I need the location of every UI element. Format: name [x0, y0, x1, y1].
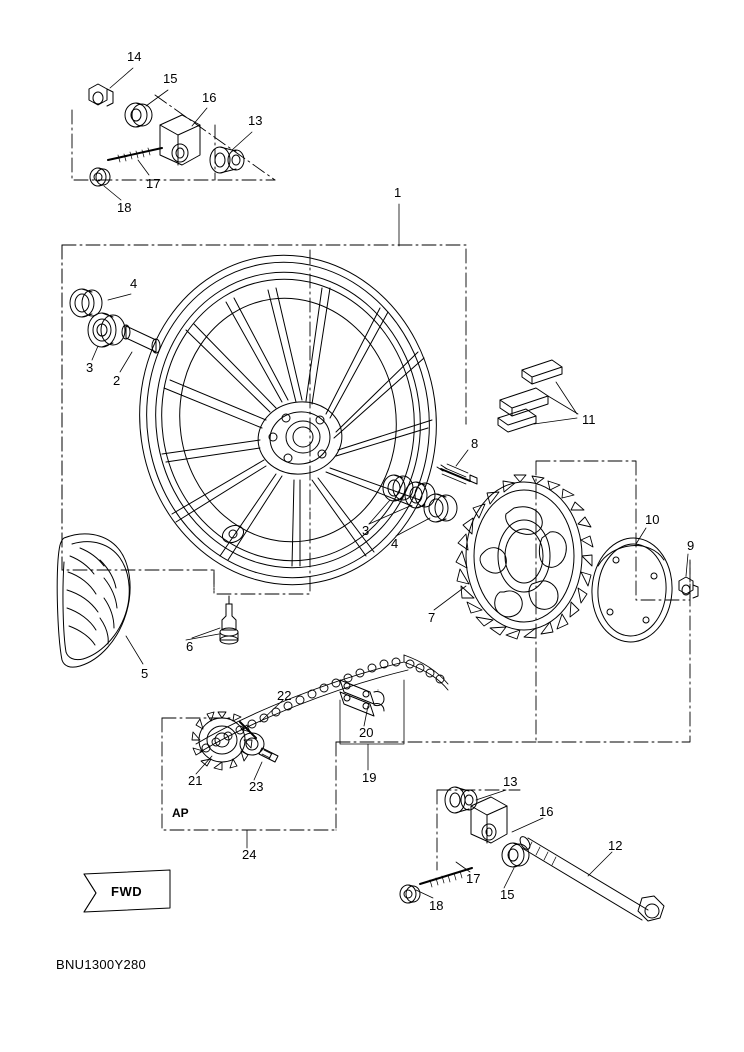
callout-16: 16 [202, 90, 217, 105]
callout-1: 1 [394, 185, 402, 200]
callout-7: 7 [428, 610, 436, 625]
callout-4-right: 4 [391, 536, 399, 551]
callout-11: 11 [582, 412, 596, 427]
callout-13-bottom: 13 [503, 774, 518, 789]
callout-4-left: 4 [130, 276, 138, 291]
callout-18-bottom: 18 [429, 898, 444, 913]
callout-13: 13 [248, 113, 263, 128]
callout-15: 15 [163, 71, 178, 86]
callout-8: 8 [471, 436, 479, 451]
diagram-part-code: BNU1300Y280 [56, 957, 147, 972]
callout-3-right: 3 [362, 523, 370, 538]
callout-9: 9 [687, 538, 695, 553]
callout-23: 23 [249, 779, 264, 794]
assembly-label-ap: AP [172, 806, 189, 820]
callout-19: 19 [362, 770, 377, 785]
callout-17: 17 [146, 176, 161, 191]
callout-10: 10 [645, 512, 660, 527]
callout-14: 14 [127, 49, 142, 64]
callout-3-left: 3 [86, 360, 94, 375]
callout-16-bottom: 16 [539, 804, 554, 819]
callout-17-bottom: 17 [466, 871, 481, 886]
callout-6: 6 [186, 639, 194, 654]
callout-20: 20 [359, 725, 374, 740]
callout-21: 21 [188, 773, 203, 788]
callout-18: 18 [117, 200, 132, 215]
callout-5: 5 [141, 666, 149, 681]
callout-22: 22 [277, 688, 292, 703]
callout-12: 12 [608, 838, 623, 853]
callout-24: 24 [242, 847, 257, 862]
callout-15-bottom: 15 [500, 887, 515, 902]
callout-2: 2 [113, 373, 121, 388]
forward-direction-label: FWD [111, 884, 143, 899]
